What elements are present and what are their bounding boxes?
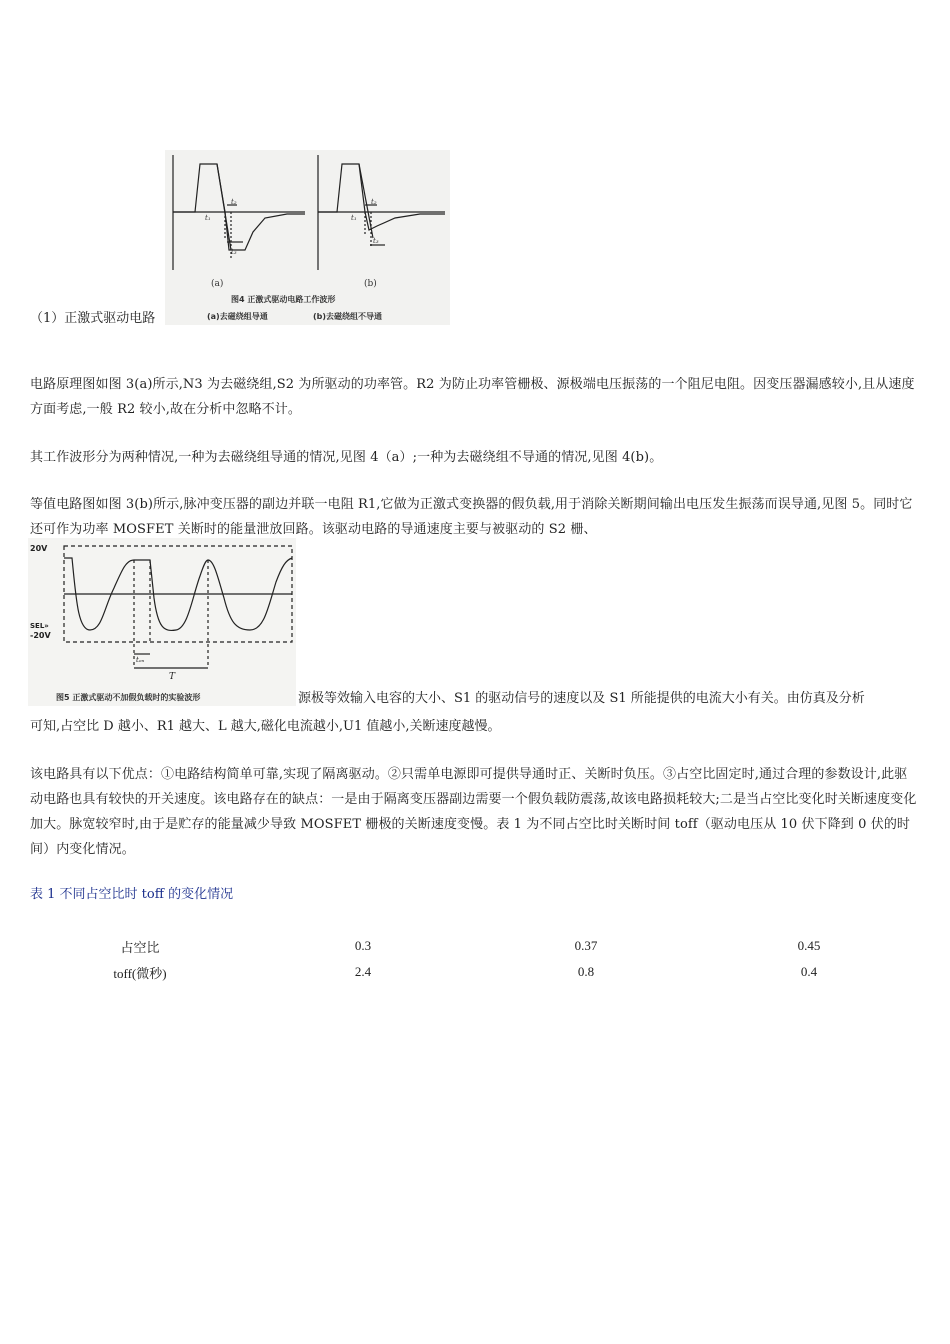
table-1 — [30, 933, 922, 985]
paragraph-2: 其工作波形分为两种情况,一种为去磁绕组导通的情况,见图 4（a）;一种为去磁绕组不导通的情况,见图 4(b)。 — [30, 450, 663, 465]
paragraph-4-line-2: 可知,占空比 D 越小、R1 越大、L 越大,磁化电流越小,U1 值越小,关断速度越慢。 — [30, 719, 501, 734]
fig4-caption: 图4 正激式驱动电路工作波形 — [231, 295, 336, 304]
fig4a-t1-label: t₁ — [205, 214, 211, 222]
fig5-20v-label: 20V — [30, 544, 48, 553]
table-row — [30, 933, 922, 959]
paragraph-1: 电路原理图如图 3(a)所示,N3 为去磁绕组,S2 为所驱动的功率管。R2 为防止功率管栅极、源极端电压振荡的一个阻尼电阻。因变压器漏感较小,且从速度方面考虑,一般 R2 较小,故在分析中忽略不计。 — [30, 377, 915, 417]
fig5-caption: 图5 正激式驱动不加假负载时的实验波形 — [56, 693, 201, 702]
paragraph-4-line-1: 源极等效输入电容的大小、S1 的驱动信号的速度以及 S1 所能提供的电流大小有关。由仿真及分析 — [298, 691, 865, 706]
fig4b-t3-label: t₃ — [373, 237, 379, 245]
table-cell: 占空比 — [120, 939, 160, 955]
fig4-label-b: (b) — [364, 279, 377, 289]
fig4-sub-a: (a)去磁绕组导通 — [207, 312, 268, 321]
fig4a-t3-label: t₃ — [231, 248, 237, 256]
fig5-period-label: T — [169, 672, 176, 682]
figure-4 — [165, 150, 450, 325]
paragraph-3: 等值电路图如图 3(b)所示,脉冲变压器的副边并联一电阻 R1,它做为正激式变换器的假负载,用于消除关断期间输出电压发生振荡而误导通,见图 5。同时它还可作为功率 MOSFET 关断时的能量泄放回路。该驱动电路的导通速度主要与被驱动的 S2 栅、 — [30, 497, 913, 537]
table-cell: 0.3 — [354, 938, 372, 953]
table-cell: 0.45 — [797, 938, 821, 953]
table-row — [30, 959, 922, 985]
fig4-sub-b: (b)去磁绕组不导通 — [313, 312, 383, 321]
fig5-minus20v-label: -20V — [30, 631, 51, 640]
fig4b-t1-label: t₁ — [351, 214, 357, 222]
table-cell: 0.37 — [574, 938, 598, 953]
table-cell: toff(微秒) — [113, 965, 167, 981]
fig4b-t2-label: t₂ — [371, 198, 377, 206]
figure-5-waveform — [28, 538, 296, 706]
paragraph-5: 该电路具有以下优点：①电路结构简单可靠,实现了隔离驱动。②只需单电源即可提供导通时正、关断时负压。③占空比固定时,通过合理的参数设计,此驱动电路也具有较快的开关速度。该电路存在的缺点：一是由于隔离变压器副边需要一个假负载防震荡,故该电路损耗较大;二是当占空比变化时关断速度变化加大。脉宽较窄时,由于是贮存的能量减少导致 MOSFET 栅极的关断速度变慢。表 1 为不同占空比时关断时间 toff（驱动电压从 10 伏下降到 0 伏的时间）内变化情况。 — [30, 767, 917, 857]
section-heading: （1）正激式驱动电路 — [30, 311, 156, 326]
fig4-label-a: (a) — [211, 279, 224, 289]
table-cell: 0.4 — [800, 964, 818, 979]
fig4a-t2-label: t₂ — [231, 198, 237, 206]
fig5-ton-label: tₒₙ — [136, 656, 145, 664]
figure-4-waveforms — [165, 150, 450, 325]
table-cell: 0.8 — [577, 964, 595, 979]
figure-5 — [28, 538, 296, 706]
table-1-title: 表 1 不同占空比时 toff 的变化情况 — [30, 887, 234, 902]
fig5-sel-label: SEL» — [30, 622, 49, 630]
table-cell: 2.4 — [354, 964, 372, 979]
